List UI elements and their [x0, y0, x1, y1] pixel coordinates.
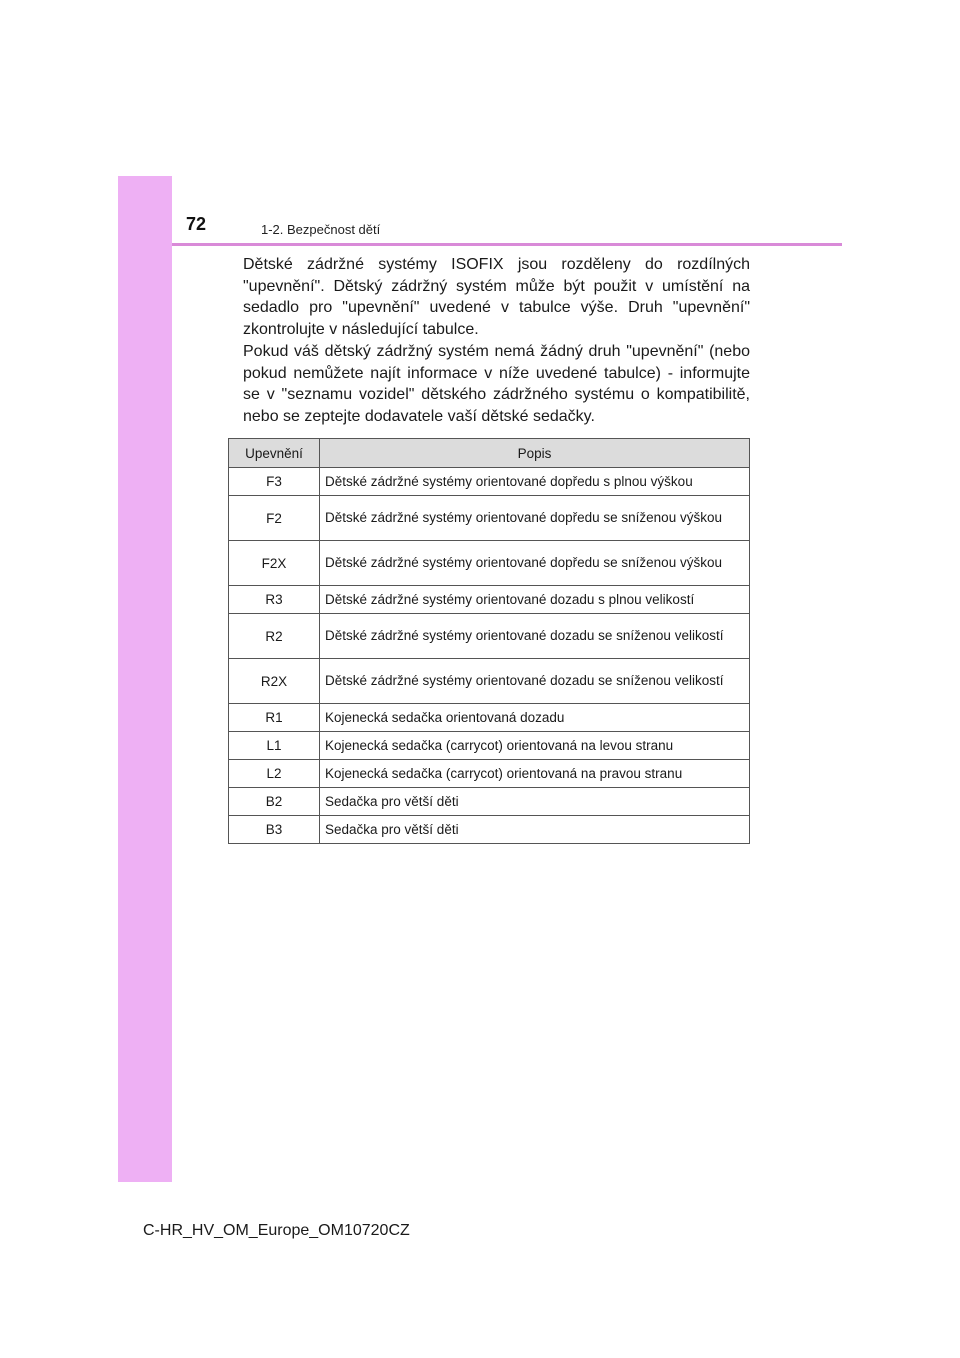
- fixture-description: Dětské zádržné systémy orientované dozadu se sníženou velikostí: [320, 659, 750, 704]
- fixture-description: Dětské zádržné systémy orientované dozadu s plnou velikostí: [320, 586, 750, 614]
- body-text: [243, 254, 750, 428]
- fixture-description: Dětské zádržné systémy orientované dozadu se sníženou velikostí: [320, 614, 750, 659]
- table-row: [229, 496, 750, 541]
- fixture-code: F2X: [229, 541, 320, 586]
- fixture-description: Dětské zádržné systémy orientované dopředu se sníženou výškou: [320, 541, 750, 586]
- fixture-code: R2: [229, 614, 320, 659]
- table-row: [229, 659, 750, 704]
- table-row: [229, 732, 750, 760]
- column-header-description: Popis: [320, 439, 750, 468]
- fixture-table: [228, 438, 750, 844]
- fixture-description: Sedačka pro větší děti: [320, 788, 750, 816]
- fixture-code: R2X: [229, 659, 320, 704]
- fixture-description: Dětské zádržné systémy orientované dopředu s plnou výškou: [320, 468, 750, 496]
- fixture-description: Kojenecká sedačka (carrycot) orientovaná na levou stranu: [320, 732, 750, 760]
- side-color-band: [118, 176, 172, 1182]
- table-row: [229, 704, 750, 732]
- fixture-code: F3: [229, 468, 320, 496]
- fixture-code: B2: [229, 788, 320, 816]
- fixture-code: L2: [229, 760, 320, 788]
- fixture-code: F2: [229, 496, 320, 541]
- fixture-description: Sedačka pro větší děti: [320, 816, 750, 844]
- table-row: [229, 816, 750, 844]
- fixture-description: Kojenecká sedačka orientovaná dozadu: [320, 704, 750, 732]
- fixture-code: R3: [229, 586, 320, 614]
- column-header-fixture: Upevnění: [229, 439, 320, 468]
- fixture-description: Kojenecká sedačka (carrycot) orientovaná na pravou stranu: [320, 760, 750, 788]
- table-row: [229, 760, 750, 788]
- table-row: [229, 468, 750, 496]
- table-row: [229, 586, 750, 614]
- paragraph-compatibility: Pokud váš dětský zádržný systém nemá žádný druh "upevnění" (nebo pokud nemůžete najít informace v níže uvedené tabulce) - informujte se v "seznamu vozidel" dětského zádržného systému o kompatibilitě, nebo se zeptejte dodavatele vaší dětské sedačky.: [243, 342, 750, 425]
- table-row: [229, 541, 750, 586]
- fixture-description: Dětské zádržné systémy orientované dopředu se sníženou výškou: [320, 496, 750, 541]
- fixture-code: R1: [229, 704, 320, 732]
- header-divider: [172, 243, 842, 246]
- table-header-row: [229, 439, 750, 468]
- fixture-code: L1: [229, 732, 320, 760]
- section-title: 1-2. Bezpečnost dětí: [261, 222, 381, 237]
- table-row: [229, 788, 750, 816]
- paragraph-isofix-fixtures: Dětské zádržné systémy ISOFIX jsou rozděleny do rozdílných "upevnění". Dětský zádržný systém může být použit v umístění na sedadlo pro "upevnění" uvedené v tabulce výše. Druh "upevnění" zkontrolujte v následující tabulce.: [243, 256, 750, 339]
- page-number: 72: [186, 214, 207, 234]
- fixture-code: B3: [229, 816, 320, 844]
- table-row: [229, 614, 750, 659]
- document-code: C-HR_HV_OM_Europe_OM10720CZ: [143, 1222, 410, 1239]
